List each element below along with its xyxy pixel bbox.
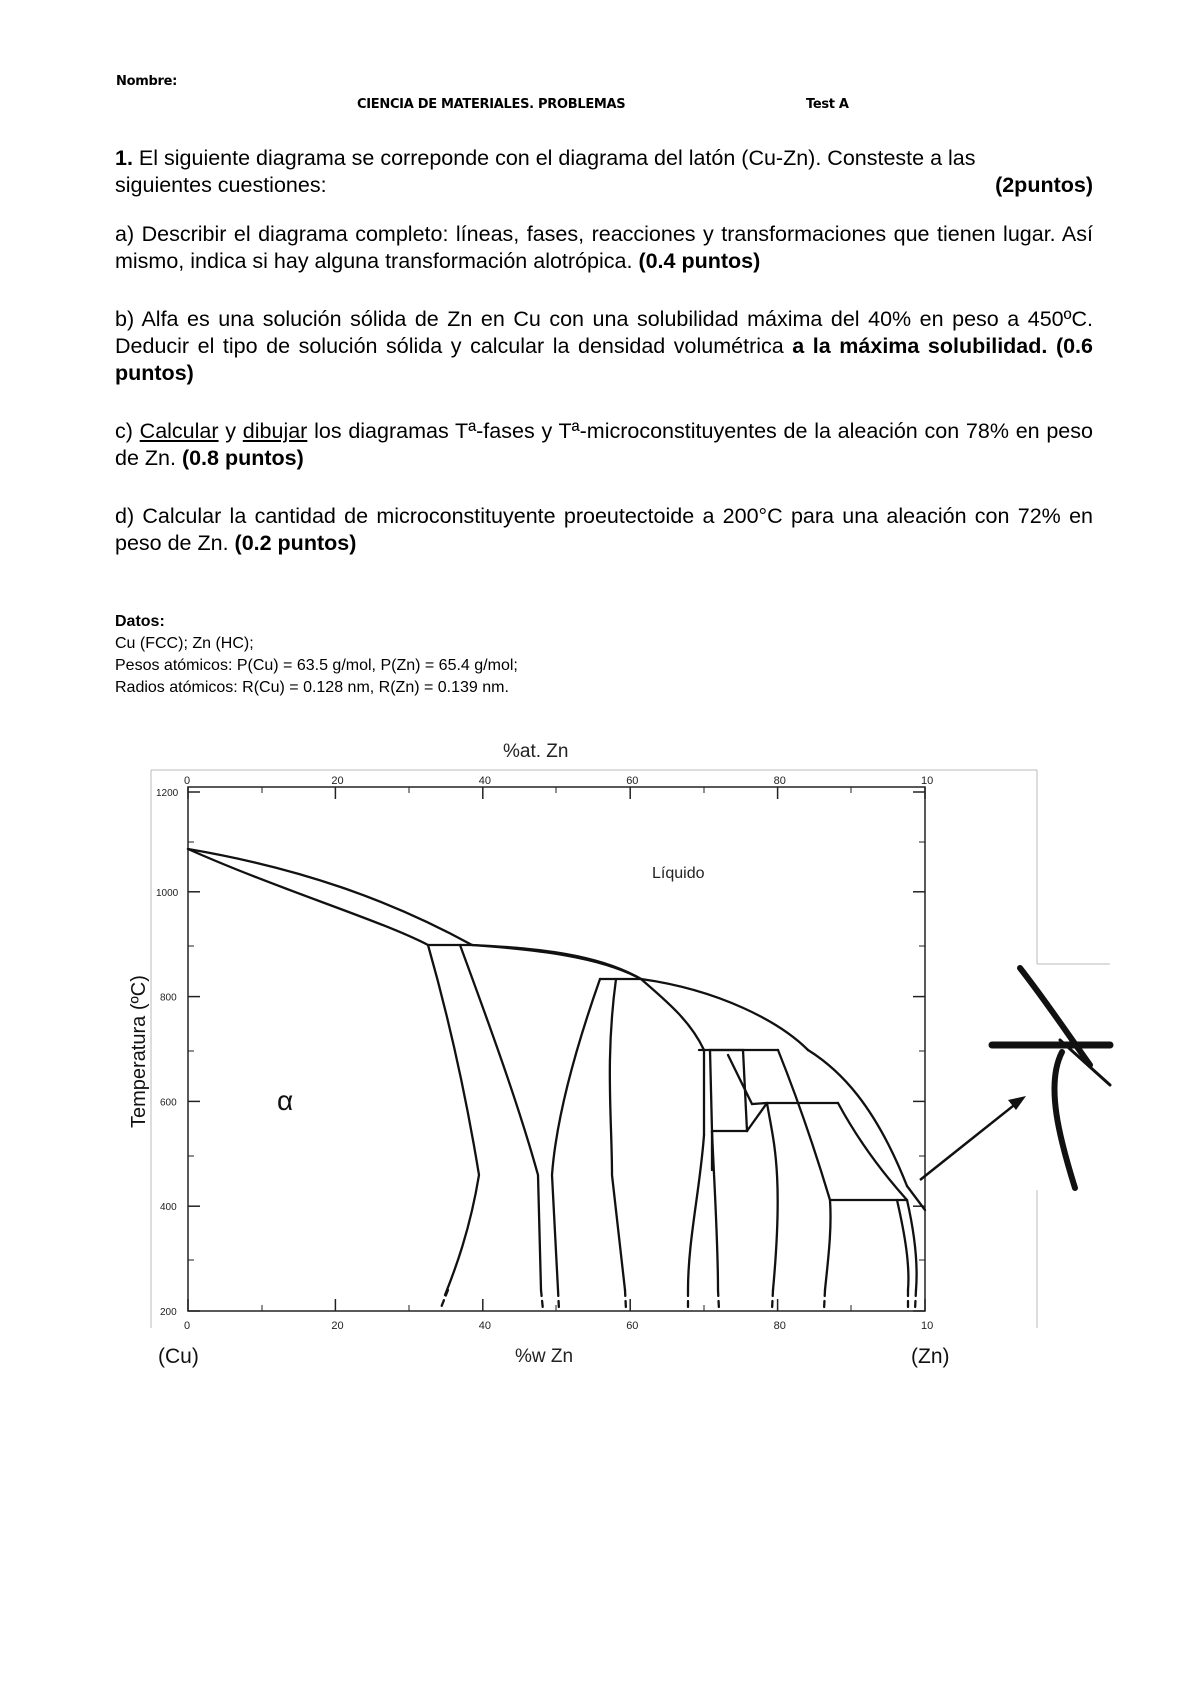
question-c-calcular: Calcular	[139, 419, 219, 443]
y-tick-label: 1000	[156, 887, 179, 899]
minor-ticks	[188, 787, 925, 1311]
beta-right-b	[610, 979, 625, 1290]
y-axis-title: Temperatura (ºC)	[128, 975, 150, 1128]
delta-right-link	[747, 1103, 767, 1131]
solidus-alpha	[188, 849, 428, 945]
question-points: (2puntos)	[995, 173, 1093, 197]
x-tick-label-top: 10	[921, 775, 934, 787]
datos-line-3: Radios atómicos: R(Cu) = 0.128 nm, R(Zn) = 0.139 nm.	[115, 679, 509, 696]
beta-left-dashed	[541, 1290, 543, 1310]
question-b-bold: a la máxima solubilidad.	[792, 334, 1048, 358]
y-tick-label: 1200	[156, 788, 179, 799]
question-a-text: a) Describir el diagrama completo: líneas, fases, reacciones y transformaciones que tienen lugar. Así mismo, indica si hay alguna transformación alotrópica.	[115, 222, 1093, 273]
x-tick-label-bottom: 40	[478, 1320, 492, 1332]
x-tick-label-top: 60	[626, 775, 639, 787]
datos-line-1: Cu (FCC); Zn (HC);	[115, 635, 254, 652]
zoom-inset	[992, 968, 1110, 1188]
epsilon-right	[778, 1050, 831, 1290]
test-label: Test A	[806, 97, 849, 112]
x-tick-label-top: 40	[478, 775, 492, 787]
delta-box	[710, 1050, 747, 1131]
gamma-right-low	[712, 1131, 718, 1290]
beta-left-boundary	[460, 945, 541, 1290]
liquidus-alpha	[188, 849, 472, 945]
datos-title: Datos:	[115, 613, 165, 630]
question-c-y: y	[225, 419, 237, 443]
beta-right-a-dashed	[558, 1290, 559, 1310]
question-c-text: los diagramas Tª-fases y Tª-microconstituyentes de la aleación con 78% en peso de Zn.	[115, 419, 1093, 470]
x-tick-label-top: 80	[773, 775, 786, 787]
liquidus-beta	[472, 945, 641, 979]
y-tick-label: 600	[160, 1097, 177, 1109]
alpha-solvus-dashed	[440, 1290, 448, 1310]
delta-eutectoid	[728, 1055, 767, 1104]
x-tick-label-bottom: 0	[184, 1320, 191, 1332]
alpha-label: α	[277, 1085, 294, 1116]
liquid-label: Líquido	[652, 865, 705, 882]
y-tick-label: 200	[160, 1307, 177, 1318]
epsilon-right-dashed	[824, 1290, 825, 1310]
datos-line-2: Pesos atómicos: P(Cu) = 63.5 g/mol, P(Zn) = 65.4 g/mol;	[115, 657, 518, 674]
x-tick-label-bottom: 10	[921, 1320, 934, 1332]
question-c-prefix: c)	[115, 419, 133, 443]
question-b-text: b) Alfa es una solución sólida de Zn en Cu con una solubilidad máxima del 40% en peso a 450ºC. Deducir el tipo de solución sólida y calcular la densidad volumétrica	[115, 307, 1093, 358]
x-tick-label-top: 0	[184, 775, 191, 787]
question-c-points: (0.8 puntos)	[181, 446, 304, 470]
beta-right-b-dashed	[625, 1290, 626, 1310]
question-intro-2: siguientes cuestiones:	[115, 173, 327, 197]
zn-end-label: (Zn)	[911, 1345, 950, 1368]
gamma-right-dashed	[718, 1290, 719, 1310]
x-tick-label-bottom: 20	[331, 1320, 344, 1332]
question-c-dibujar: dibujar	[242, 419, 308, 443]
epsilon-left-dashed	[772, 1290, 773, 1310]
liquidus-delta-epsilon	[808, 1050, 907, 1186]
epsilon-left	[767, 1103, 778, 1290]
y-tick-label: 800	[160, 992, 177, 1004]
question-d-points: (0.2 puntos)	[234, 531, 357, 555]
question-d-text: d) Calcular la cantidad de microconstituyente proeutectoide a 200°C para una aleación con 72% en peso de Zn.	[115, 504, 1093, 555]
gamma-left	[641, 979, 704, 1135]
eta-solvus-inner	[897, 1200, 908, 1290]
question-b-points: (0.6 puntos)	[115, 334, 1093, 385]
question-number: 1.	[115, 146, 133, 170]
solidus-beta	[472, 945, 641, 979]
x-tick-label-bottom: 80	[773, 1320, 786, 1332]
alpha-solvus	[428, 945, 479, 1295]
question-intro-text: El siguiente diagrama se correponde con el diagrama del latón (Cu-Zn). Consteste a las	[138, 146, 976, 170]
plot-box	[188, 787, 925, 1311]
course-title: CIENCIA DE MATERIALES. PROBLEMAS	[357, 97, 626, 112]
gamma-left-low	[688, 1135, 704, 1290]
cu-end-label: (Cu)	[158, 1345, 199, 1368]
question-a-points: (0.4 puntos)	[638, 249, 761, 273]
zoom-arrow	[920, 1102, 1018, 1180]
liquidus-gamma	[641, 979, 808, 1050]
x-tick-label-bottom: 60	[626, 1320, 639, 1332]
beta-right-a	[552, 979, 600, 1290]
top-axis-title: %at. Zn	[503, 741, 569, 762]
bottom-axis-title: %w Zn	[515, 1346, 574, 1367]
nombre-label: Nombre:	[116, 74, 177, 89]
y-tick-label: 400	[160, 1202, 177, 1214]
eta-solvus-dashed	[915, 1290, 916, 1310]
x-tick-label-top: 20	[331, 775, 344, 787]
phase-boundaries	[188, 849, 925, 1310]
